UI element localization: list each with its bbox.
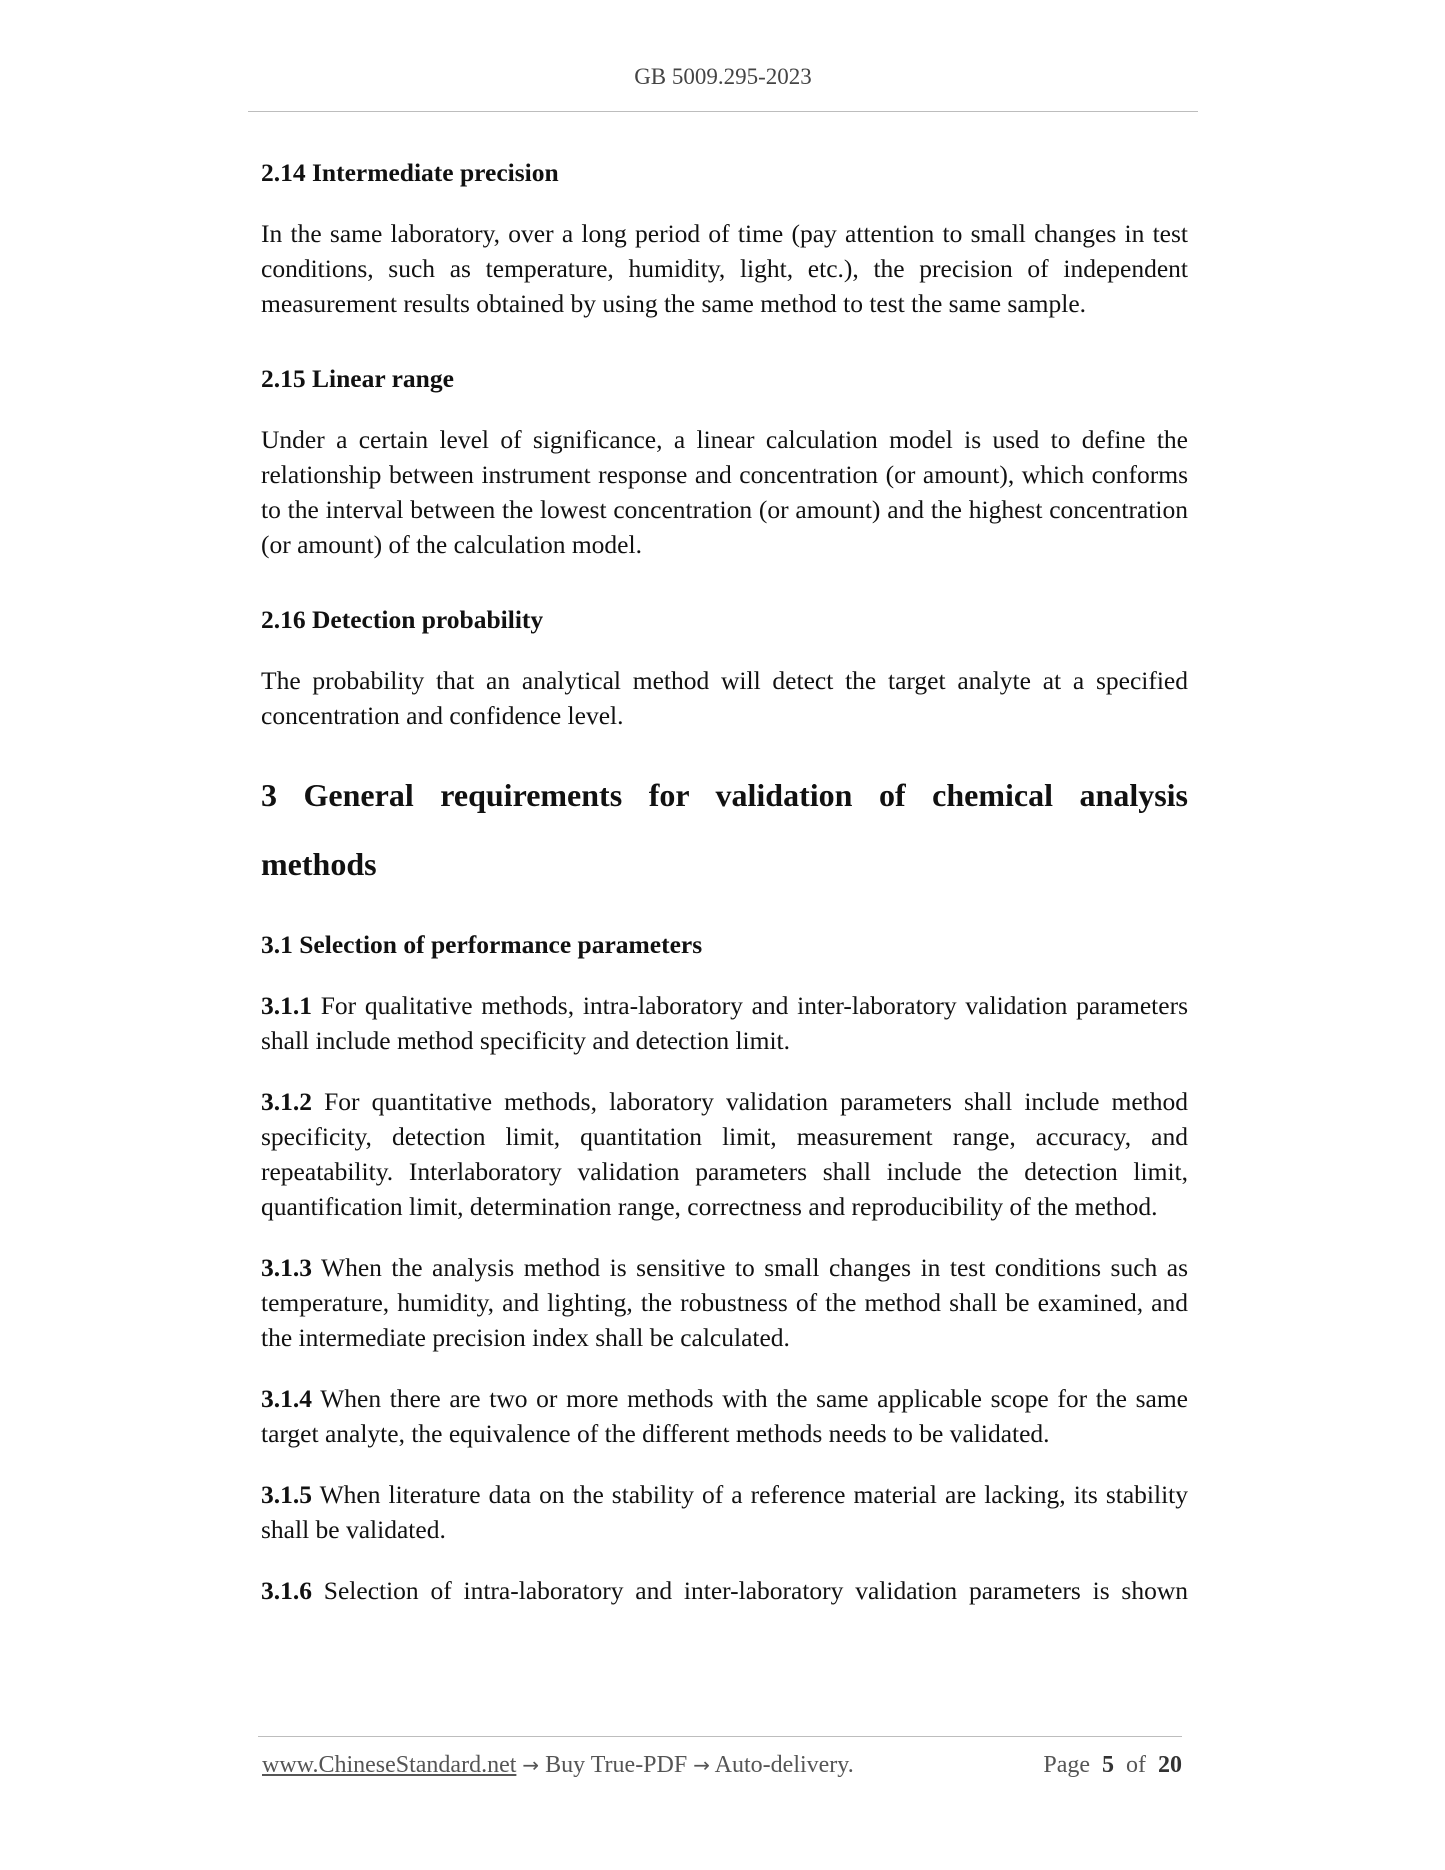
- delivery-text: Auto-delivery.: [714, 1752, 854, 1778]
- clause-number: 3.1.3: [261, 1253, 312, 1282]
- page-label: Page: [1043, 1752, 1090, 1778]
- section-3-title-line2: methods: [261, 846, 377, 882]
- clause-3-1-2: [261, 1084, 1188, 1224]
- clause-3-1-6: [261, 1573, 1188, 1608]
- clause-number: 3.1.4: [261, 1384, 312, 1413]
- page-current: 5: [1102, 1752, 1114, 1778]
- clause-number: 3.1.5: [261, 1480, 312, 1509]
- paragraph-2-16: The probability that an analytical method will detect the target analyte at a specified concentration and confidence level.: [261, 666, 1188, 730]
- paragraph-2-14: In the same laboratory, over a long period of time (pay attention to small changes in test conditions, such as temperature, humidity, light, etc.), the precision of independent measurement results obtained by using the same method to test the same sample.: [261, 219, 1188, 318]
- page-header: [248, 64, 1198, 90]
- footer-promo: [262, 1752, 854, 1778]
- clause-text: Selection of intra-laboratory and inter-laboratory validation parameters is shown: [323, 1576, 1188, 1605]
- clause-number: 3.1.2: [261, 1087, 312, 1116]
- clause-text: For quantitative methods, laboratory validation parameters shall include method specificity, detection limit, quantitation limit, measurement range, accuracy, and repeatability. Interlaboratory validation parameters shall include the detection limit, quantification limit, determination range, correctness and reproducibility of the method.: [261, 1087, 1189, 1221]
- clause-text: When literature data on the stability of a reference material are lacking, its stability shall be validated.: [261, 1480, 1188, 1544]
- paragraph-2-15: Under a certain level of significance, a linear calculation model is used to define the relationship between instrument response and concentration (or amount), which conforms to the interval between the lowest concentration (or amount) and the highest concentration (or amount) of the calculation model.: [261, 425, 1188, 559]
- clause-text: When there are two or more methods with the same applicable scope for the same target analyte, the equivalence of the different methods needs to be validated.: [261, 1384, 1188, 1448]
- of-label: of: [1126, 1752, 1146, 1778]
- clause-text: When the analysis method is sensitive to small changes in test conditions such as temperature, humidity, and lighting, the robustness of the method shall be examined, and the intermediate precision index shall be calculated.: [261, 1253, 1188, 1352]
- header-divider: [248, 111, 1198, 112]
- page-number: [1043, 1752, 1182, 1779]
- heading-3-1: 3.1 Selection of performance parameters: [261, 930, 703, 959]
- document-id: GB 5009.295-2023: [634, 64, 812, 89]
- clause-number: 3.1.1: [261, 991, 312, 1020]
- document-body: [261, 155, 1188, 1608]
- website-link[interactable]: www.ChineseStandard.net: [262, 1752, 517, 1778]
- clause-3-1-1: [261, 988, 1188, 1058]
- heading-2-16: 2.16 Detection probability: [261, 605, 544, 634]
- clause-3-1-5: [261, 1477, 1188, 1547]
- section-3-title: [261, 761, 1188, 899]
- heading-2-15: 2.15 Linear range: [261, 364, 454, 393]
- heading-2-14: 2.14 Intermediate precision: [261, 158, 559, 187]
- arrow-right-icon: →: [522, 1753, 540, 1777]
- section-3-title-line1: 3 General requirements for validation of chemical analysis: [261, 777, 1188, 813]
- page-total: 20: [1158, 1752, 1182, 1778]
- page-footer: [262, 1752, 1182, 1779]
- clause-text: For qualitative methods, intra-laboratory and inter-laboratory validation parameters shall include method specificity and detection limit.: [261, 991, 1188, 1055]
- clause-3-1-4: [261, 1381, 1188, 1451]
- buy-text: Buy True-PDF: [545, 1752, 688, 1778]
- arrow-right-icon: →: [693, 1753, 710, 1777]
- clause-number: 3.1.6: [261, 1576, 312, 1605]
- footer-divider: [258, 1736, 1182, 1737]
- clause-3-1-3: [261, 1250, 1188, 1355]
